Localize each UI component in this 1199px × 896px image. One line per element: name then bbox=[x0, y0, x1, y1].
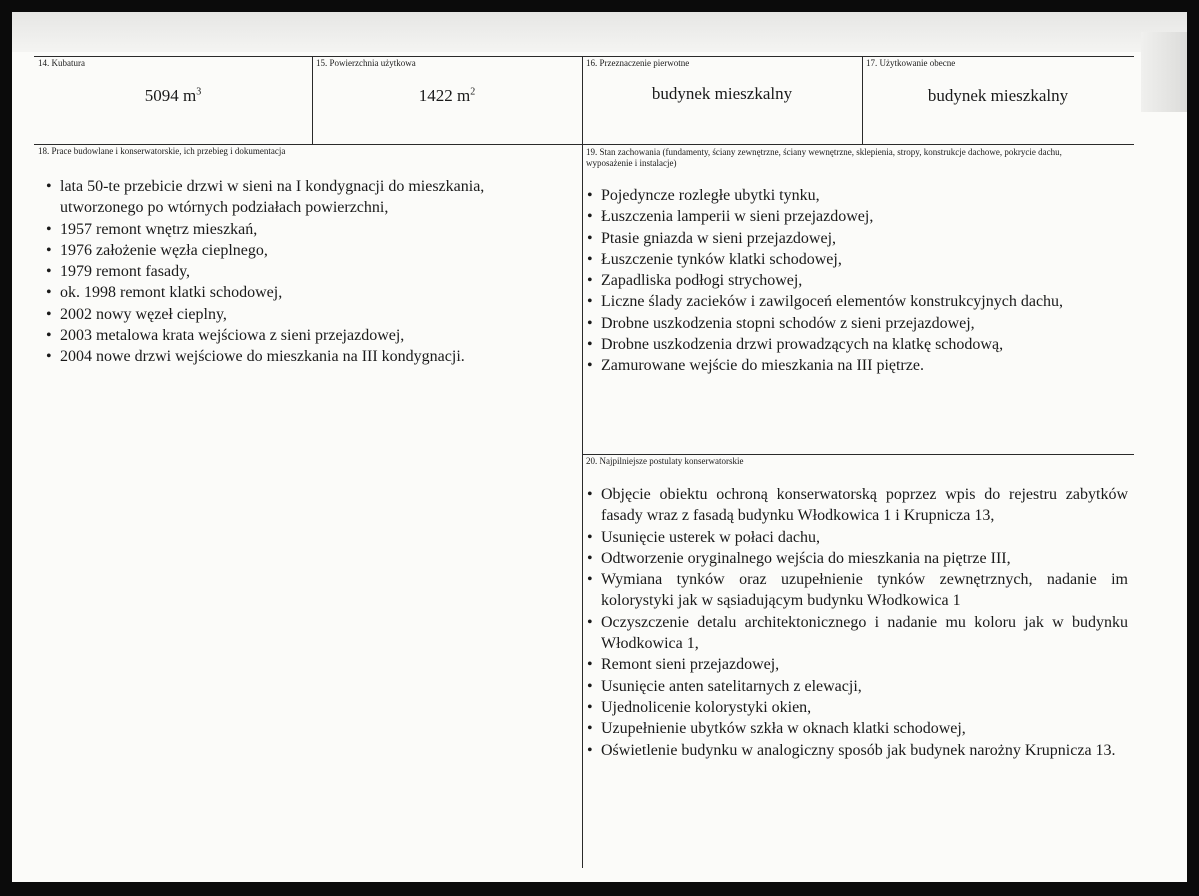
rule-section20-top bbox=[582, 454, 1134, 455]
list-item: • Łuszczenia lamperii w sieni przejazdowej, bbox=[587, 206, 1132, 227]
list-item: • 2002 nowy węzeł cieplny, bbox=[46, 304, 516, 325]
rule-top bbox=[34, 56, 1134, 57]
field-15-label: 15. Powierzchnia użytkowa bbox=[316, 58, 416, 68]
list-item: • Łuszczenie tynków klatki schodowej, bbox=[587, 249, 1132, 270]
list-item: • 2004 nowe drzwi wejściowe do mieszkania na III kondygnacji. bbox=[46, 346, 516, 367]
list-item: • Objęcie obiektu ochroną konserwatorską poprzez wpis do rejestru zabytków fasady wraz z fasadą budynku Włodkowica 1 i Krupnicza 13, bbox=[587, 484, 1128, 527]
list-item: • Ptasie gniazda w sieni przejazdowej, bbox=[587, 228, 1132, 249]
list-item: • 1976 założenie węzła cieplnego, bbox=[46, 240, 516, 261]
field-16-value: budynek mieszkalny bbox=[651, 84, 793, 103]
section-20-label: 20. Najpilniejsze postulaty konserwatorskie bbox=[586, 456, 744, 466]
list-item: • Zapadliska podłogi strychowej, bbox=[587, 270, 1132, 291]
list-item: • 1979 remont fasady, bbox=[46, 261, 516, 282]
list-item: • Drobne uszkodzenia stopni schodów z sieni przejazdowej, bbox=[587, 313, 1132, 334]
list-item: • Uzupełnienie ubytków szkła w oknach klatki schodowej, bbox=[587, 718, 1128, 739]
list-item: • Odtworzenie oryginalnego wejścia do mieszkania na piętrze III, bbox=[587, 548, 1128, 569]
field-15-value bbox=[312, 86, 582, 106]
section-18-list bbox=[46, 176, 516, 368]
list-item: • Drobne uszkodzenia drzwi prowadzących na klatkę schodową, bbox=[587, 334, 1132, 355]
section-18-label: 18. Prace budowlane i konserwatorskie, ich przebieg i dokumentacja bbox=[38, 146, 286, 156]
field-14-value-text: 5094 m bbox=[144, 86, 197, 105]
list-item: • 1957 remont wnętrz mieszkań, bbox=[46, 219, 516, 240]
list-item: • 2003 metalowa krata wejściowa z sieni przejazdowej, bbox=[46, 325, 516, 346]
list-item: • lata 50-te przebicie drzwi w sieni na I kondygnacji do mieszkania, utworzonego po wtórnych podziałach powierzchni, bbox=[46, 176, 516, 219]
list-item: • ok. 1998 remont klatki schodowej, bbox=[46, 282, 516, 303]
field-15-value-text: 1422 m bbox=[418, 86, 471, 105]
list-item: • Zamurowane wejście do mieszkania na III piętrze. bbox=[587, 355, 1132, 376]
list-item: • Oświetlenie budynku w analogiczny sposób jak budynek narożny Krupnicza 13. bbox=[587, 740, 1128, 761]
list-item: • Liczne ślady zacieków i zawilgoceń elementów konstrukcyjnych dachu, bbox=[587, 291, 1132, 312]
list-item: • Oczyszczenie detalu architektonicznego i nadanie mu koloru jak w budynku Włodkowica 1, bbox=[587, 612, 1128, 655]
list-item: • Usunięcie usterek w połaci dachu, bbox=[587, 527, 1128, 548]
rule-row1-bottom bbox=[34, 144, 1134, 145]
scan-shadow bbox=[12, 12, 1187, 52]
list-item: • Remont sieni przejazdowej, bbox=[587, 654, 1128, 675]
field-17-value: budynek mieszkalny bbox=[927, 86, 1069, 105]
field-14-value bbox=[34, 86, 312, 106]
section-20-list bbox=[587, 484, 1128, 761]
section-19-list bbox=[587, 185, 1132, 377]
list-item: • Ujednolicenie kolorystyki okien, bbox=[587, 697, 1128, 718]
field-14-label: 14. Kubatura bbox=[38, 58, 85, 68]
document-page bbox=[12, 12, 1187, 882]
list-item: • Usunięcie anten satelitarnych z elewacji, bbox=[587, 676, 1128, 697]
page-curl bbox=[1141, 32, 1187, 112]
field-16-label: 16. Przeznaczenie pierwotne bbox=[586, 58, 690, 68]
section-19-label: 19. Stan zachowania (fundamenty, ściany zewnętrzne, ściany wewnętrzne, sklepienia, stropy, konstrukcje dachowe, pokrycie dachu, wyposażenie i instalacje) bbox=[586, 147, 1062, 168]
field-17-label: 17. Użytkowanie obecne bbox=[866, 58, 956, 68]
list-item: • Wymiana tynków oraz uzupełnienie tynków zewnętrznych, nadanie im kolorystyki jak w sąsiadującym budynku Włodkowica 1 bbox=[587, 569, 1128, 612]
list-item: • Pojedyncze rozległe ubytki tynku, bbox=[587, 185, 1132, 206]
field-14-unit-exponent: 3 bbox=[196, 86, 202, 98]
field-15-unit-exponent: 2 bbox=[470, 86, 476, 98]
rule-col2 bbox=[582, 56, 583, 868]
